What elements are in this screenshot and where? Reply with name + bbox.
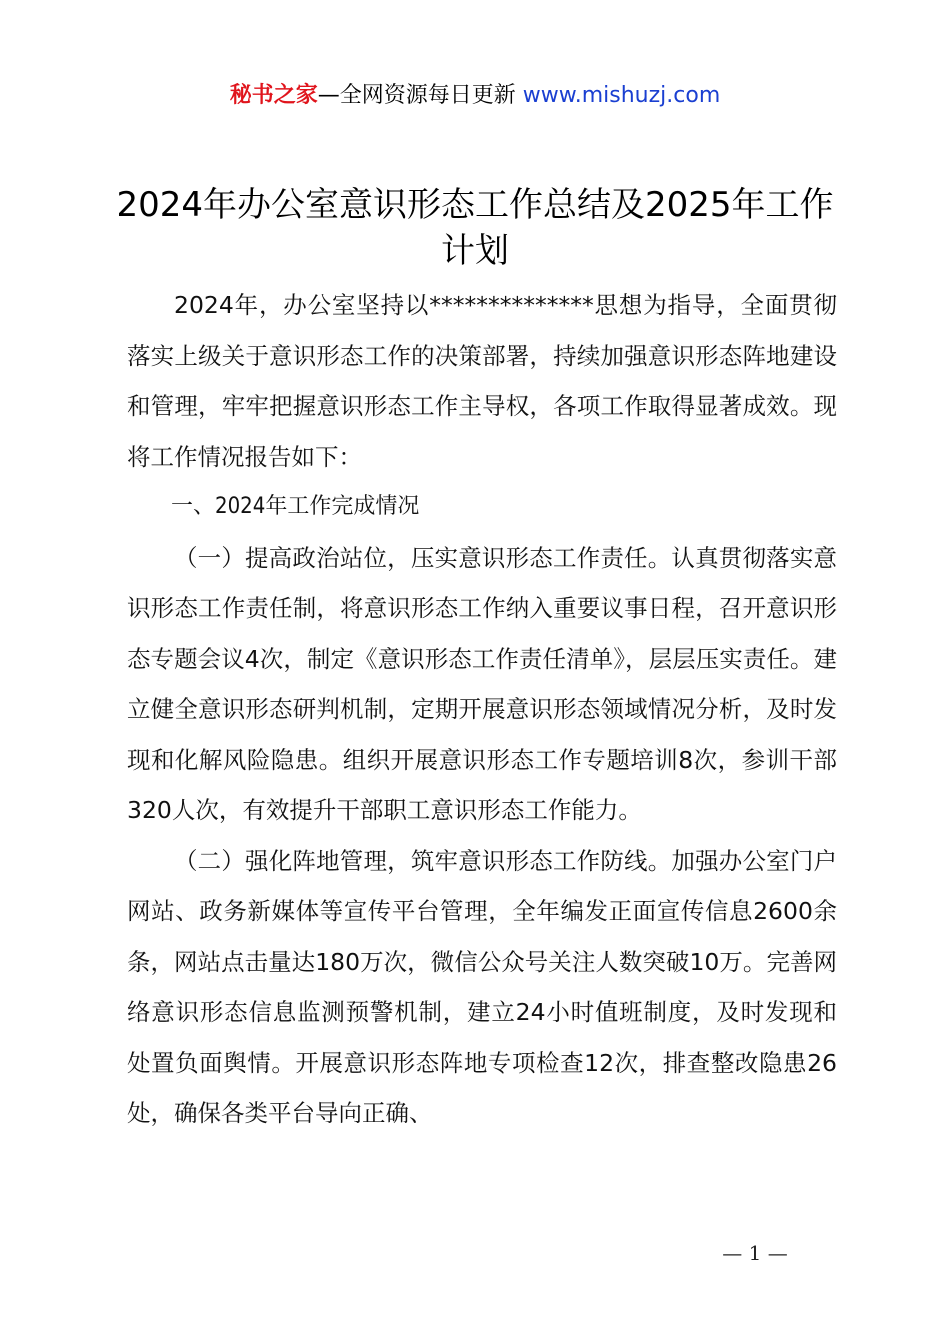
document-title: 2024年办公室意识形态工作总结及2025年工作计划 — [116, 185, 834, 271]
body-paragraph: （一）提高政治站位，压实意识形态工作责任。认真贯彻落实意识形态工作责任制，将意识形态工作纳入重要议事日程，召开意识形态专题会议4次，制定《意识形态工作责任清单》，层层压实责任。建立健全意识形态研判机制，定期开展意识形态领域情况分析，及时发现和化解风险隐患。组织开展意识形态工作专题培训8次，参训干部320人次，有效提升干部职工意识形态工作能力。 — [127, 543, 837, 824]
banner-url-link[interactable]: www.mishuzj.com — [522, 83, 721, 108]
intro-paragraph: 2024年，办公室坚持以**************思想为指导，全面贯彻落实上级关于意识形态工作的决策部署，持续加强意识形态阵地建设和管理，牢牢把握意识形态工作主导权，各项工作取得显著成效。现将工作情况报告如下： — [127, 291, 837, 471]
site-banner — [0, 80, 950, 112]
body-paragraph: （二）强化阵地管理，筑牢意识形态工作防线。加强办公室门户网站、政务新媒体等宣传平台管理，全年编发正面宣传信息2600余条，网站点击量达180万次，微信公众号关注人数突破10万。完善网络意识形态信息监测预警机制，建立24小时值班制度，及时发现和处置负面舆情。开展意识形态阵地专项检查12次，排查整改隐患26处，确保各类平台导向正确、 — [127, 846, 837, 1127]
document-body — [127, 280, 837, 1139]
section-heading: 一、2024年工作完成情况 — [171, 494, 420, 519]
banner-tagline: —全网资源每日更新 — [317, 83, 516, 108]
banner-brand: 秘书之家 — [229, 83, 318, 108]
page-number: — 1 — — [722, 1241, 788, 1265]
